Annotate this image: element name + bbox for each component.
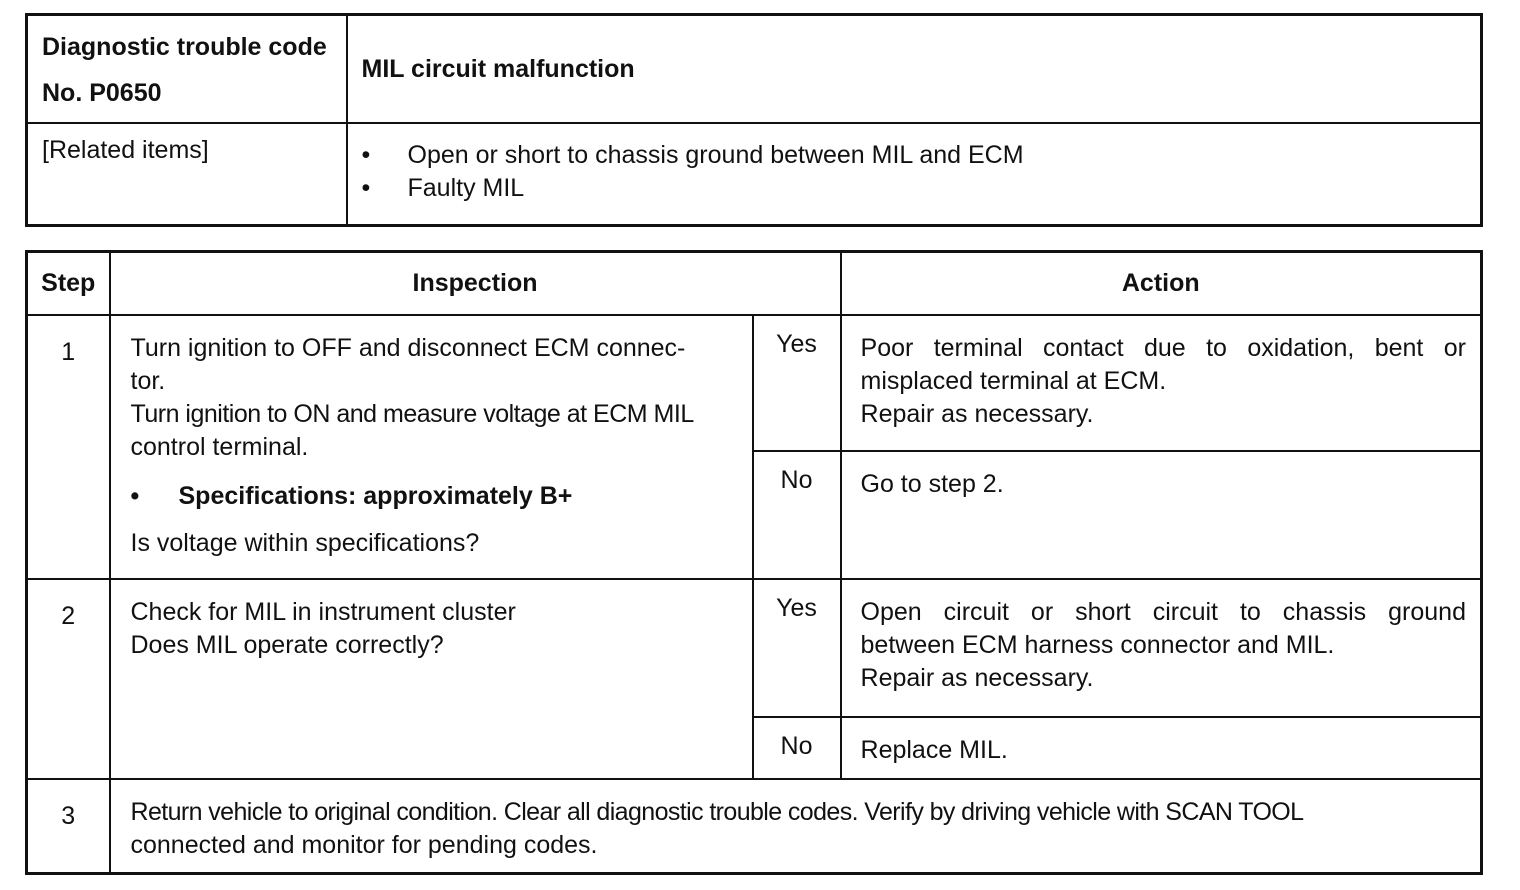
inspection-line: Turn ignition to ON and measure voltage at ECM MIL xyxy=(130,400,694,428)
yes-action xyxy=(841,579,1482,717)
step-number: 1 xyxy=(27,315,110,579)
inspection-line: tor. xyxy=(130,367,166,395)
inspection-line: Turn ignition to OFF and disconnect ECM connec- xyxy=(130,334,686,362)
action-line: misplaced terminal at ECM. xyxy=(860,367,1167,395)
no-action: Replace MIL. xyxy=(841,717,1482,779)
related-items-cell xyxy=(347,123,1482,226)
action-line: Open circuit or short circuit to chassis ground xyxy=(860,598,1466,626)
action-line: between ECM harness connector and MIL. xyxy=(860,631,1335,659)
column-header-inspection: Inspection xyxy=(110,252,841,316)
inspection-line: Check for MIL in instrument cluster xyxy=(130,598,516,626)
no-label: No xyxy=(753,717,841,779)
step-inspection xyxy=(110,315,753,579)
related-items-label: [Related items] xyxy=(27,123,347,226)
final-line: connected and monitor for pending codes. xyxy=(130,831,598,859)
dtc-header-table xyxy=(25,13,1483,227)
action-line: Repair as necessary. xyxy=(860,664,1094,692)
column-header-step: Step xyxy=(27,252,110,316)
column-header-action: Action xyxy=(841,252,1482,316)
steps-table xyxy=(25,250,1483,875)
action-line: Repair as necessary. xyxy=(860,400,1094,428)
related-item: • Faulty MIL xyxy=(362,172,1481,205)
inspection-line: control terminal. xyxy=(130,433,309,461)
step-final-text xyxy=(110,779,1482,874)
step-inspection xyxy=(110,579,753,779)
related-item: • Open or short to chassis ground between MIL and ECM xyxy=(362,139,1481,172)
yes-label: Yes xyxy=(753,315,841,451)
yes-action xyxy=(841,315,1482,451)
specification: • Specifications: approximately B+ xyxy=(131,480,740,513)
action-line: Poor terminal contact due to oxidation, bent or xyxy=(860,334,1466,362)
no-action: Go to step 2. xyxy=(841,451,1482,579)
no-label: No xyxy=(753,451,841,579)
dtc-label-cell xyxy=(27,15,347,124)
inspection-question: Is voltage within specifications? xyxy=(130,529,480,557)
yes-label: Yes xyxy=(753,579,841,717)
final-line: Return vehicle to original condition. Clear all diagnostic trouble codes. Verify by driving vehicle with SCAN TOOL xyxy=(130,798,1304,826)
step-number: 3 xyxy=(27,779,110,874)
inspection-line: Does MIL operate correctly? xyxy=(130,631,444,659)
step-number: 2 xyxy=(27,579,110,779)
dtc-code: No. P0650 xyxy=(42,79,162,107)
related-items-list xyxy=(348,124,1481,215)
dtc-label: Diagnostic trouble code xyxy=(42,33,327,61)
dtc-title: MIL circuit malfunction xyxy=(347,15,1482,124)
